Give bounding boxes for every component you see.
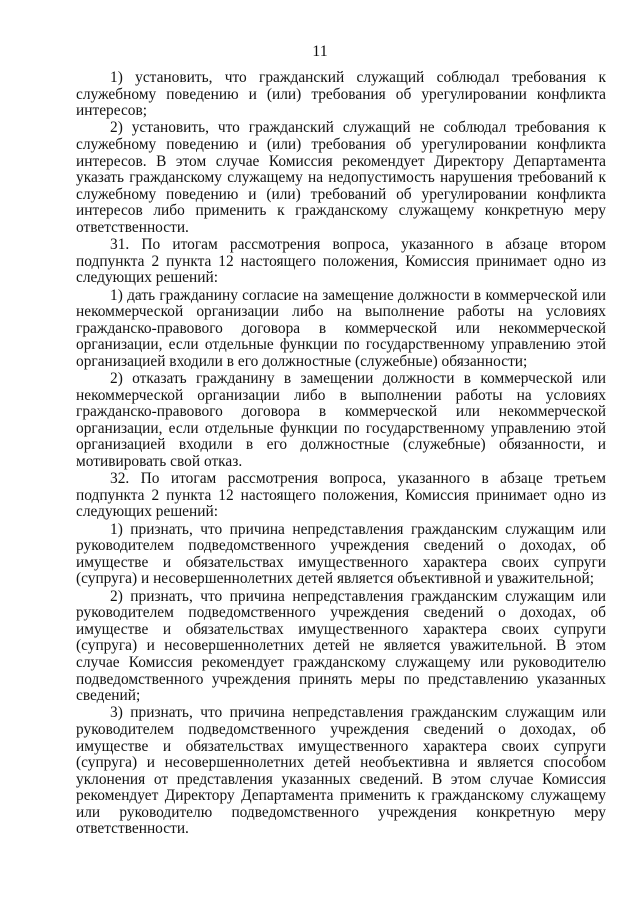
page-number: 11 — [312, 43, 328, 60]
paragraph: 2) отказать гражданину в замещении должности в коммерческой или некоммерческой организации либо в выполнении работы на условиях гражданско-правового договора в коммерческой или некоммерческой организации, если отдельные функции по государственному управлению этой организацией входили в его должностные (служебные) обязанности, и мотивировать свой отказ. — [76, 370, 606, 471]
paragraph: 2) признать, что причина непредставления гражданским служащим или руководителем подведомственного учреждения сведений о доходах, об имуществе и обязательствах имущественного характера своих супруги (супруга) и несовершеннолетних детей не является уважительной. В этом случае Комиссия рекомендует гражданскому служащему или руководителю подведомственного учреждения принять меры по представлению указанных сведений; — [76, 587, 606, 705]
paragraph: 3) признать, что причина непредставления гражданским служащим или руководителем подведомственного учреждения сведений о доходах, об имуществе и обязательствах имущественного характера своих супруги (супруга) и несовершеннолетних детей необъективна и является способом уклонения от представления указанных сведений. В этом случае Комиссия рекомендует Директору Департамента применить к гражданскому служащему или руководителю подведомственного учреждения конкретную меру ответственности. — [76, 704, 606, 838]
paragraph: 1) признать, что причина непредставления гражданским служащим или руководителем подведомственного учреждения сведений о доходах, об имуществе и обязательствах имущественного характера своих супруги (супруга) и несовершеннолетних детей является объективной и уважительной; — [76, 520, 606, 588]
paragraph: 31. По итогам рассмотрения вопроса, указанного в абзаце втором подпункта 2 пункта 12 настоящего положения, Комиссия принимает одно из следующих решений: — [76, 236, 606, 287]
document-body — [76, 70, 606, 839]
paragraph: 2) установить, что гражданский служащий не соблюдал требования к служебному поведению и (или) требования об урегулировании конфликта интересов. В этом случае Комиссия рекомендует Директору Департамента указать гражданскому служащему на недопустимость нарушения требований к служебному поведению и (или) требований об урегулировании конфликта интересов либо применить к гражданскому служащему конкретную меру ответственности. — [76, 119, 606, 236]
paragraph: 1) дать гражданину согласие на замещение должности в коммерческой или некоммерческой организации либо на выполнение работы на условиях гражданско-правового договора в коммерческой или некоммерческой организации, если отдельные функции по государственному управлению этой организацией входили в его должностные (служебные) обязанности; — [76, 286, 606, 370]
paragraph: 32. По итогам рассмотрения вопроса, указанного в абзаце третьем подпункта 2 пункта 12 настоящего положения, Комиссия принимает одно из следующих решений: — [76, 470, 606, 521]
paragraph: 1) установить, что гражданский служащий соблюдал требования к служебному поведению и (или) требования об урегулировании конфликта интересов; — [76, 69, 606, 120]
